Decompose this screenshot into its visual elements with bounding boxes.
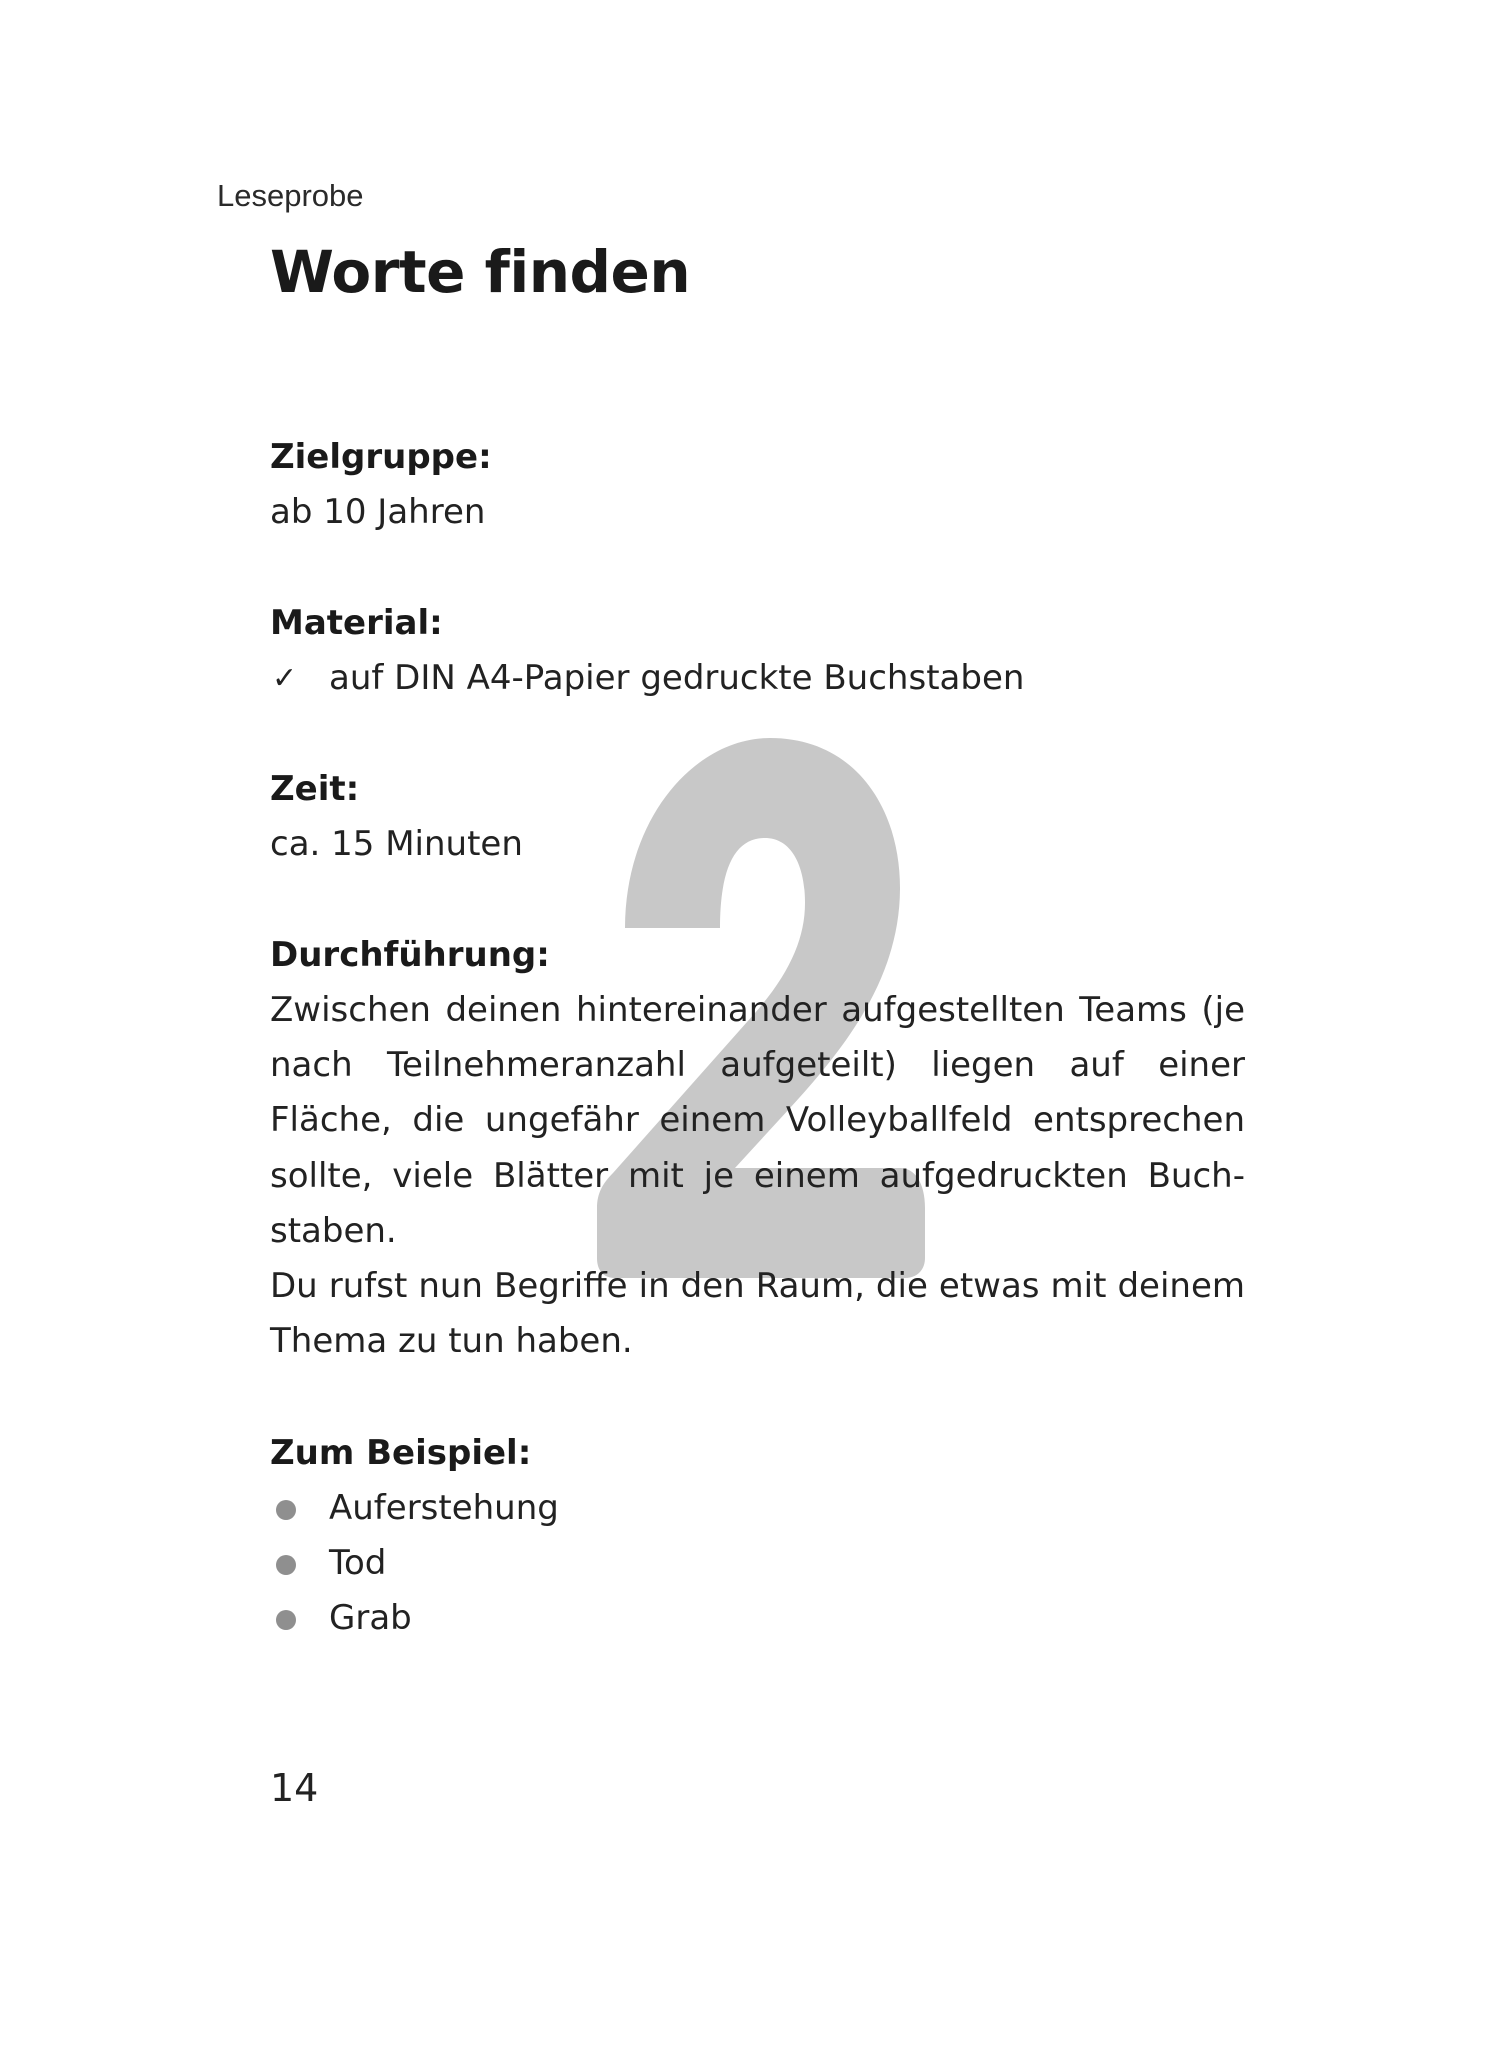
zielgruppe-value: ab 10 Jahren: [270, 492, 486, 532]
material-item-text: auf DIN A4-Papier gedruckte Buchstaben: [329, 658, 1025, 698]
bullet-icon: [276, 1500, 296, 1520]
bullet-icon: [276, 1555, 296, 1575]
durchfuehrung-label: Durchführung:: [270, 935, 550, 975]
material-label: Material:: [270, 603, 443, 643]
list-item: [270, 1536, 1245, 1591]
section-material: [270, 596, 1245, 706]
section-beispiel: [270, 1426, 1245, 1646]
section-zeit: [270, 762, 1245, 872]
page-title: Worte finden: [270, 238, 691, 306]
list-item-text: Tod: [329, 1543, 387, 1583]
section-zielgruppe: [270, 430, 1245, 540]
bullet-icon: [276, 1610, 296, 1630]
zielgruppe-label: Zielgruppe:: [270, 437, 492, 477]
list-item: [270, 1481, 1245, 1536]
list-item-text: Auferstehung: [329, 1488, 559, 1528]
page-number: 14: [270, 1766, 319, 1810]
check-icon: ✓: [272, 661, 298, 696]
list-item: [270, 1591, 1245, 1646]
material-item: [270, 651, 1245, 706]
zeit-label: Zeit:: [270, 769, 360, 809]
zeit-value: ca. 15 Minuten: [270, 824, 523, 864]
leseprobe-label: Leseprobe: [217, 178, 364, 213]
durchfuehrung-paragraph-1: Zwischen deinen hintereinander aufgestellten Teams (je nach Teilnehmeranzahl aufgeteilt) liegen auf einer Fläche, die ungefähr einem Volleyballfeld entsprechen sollte, viele Blätter mit je einem aufgedruckten Buchstaben.: [270, 990, 1245, 1251]
beispiel-label: Zum Beispiel:: [270, 1433, 532, 1473]
list-item-text: Grab: [329, 1598, 412, 1638]
durchfuehrung-paragraph-2: Du rufst nun Begriffe in den Raum, die etwas mit deinem Thema zu tun haben.: [270, 1266, 1245, 1362]
section-durchfuehrung: [270, 928, 1245, 1369]
